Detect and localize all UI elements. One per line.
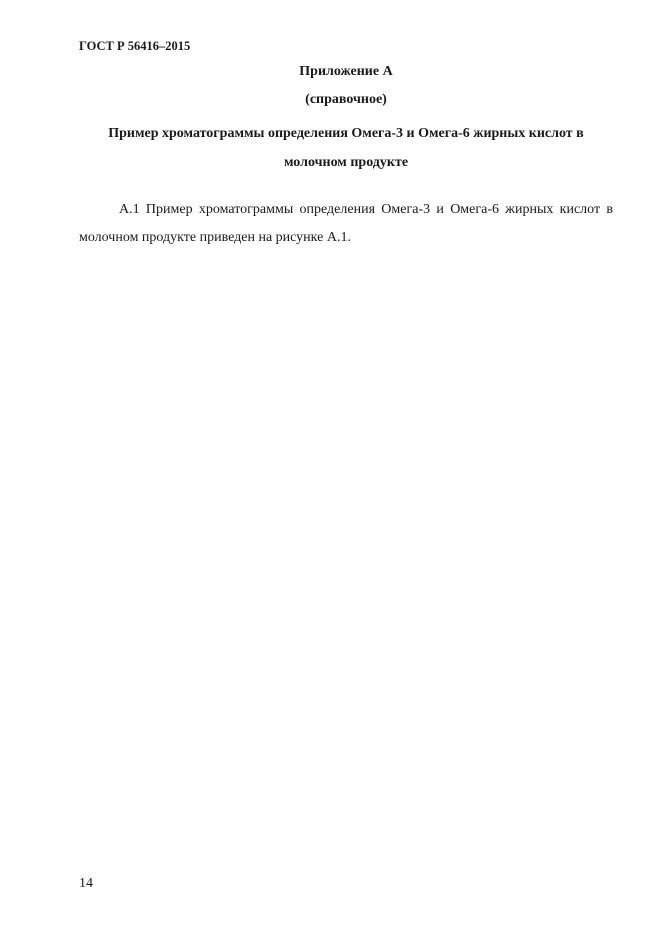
annex-status: (справочное) [305,92,387,107]
annex-title: Приложение А [299,64,393,79]
page-number: 14 [79,876,93,891]
document-code: ГОСТ Р 56416–2015 [79,39,191,53]
body-paragraph: А.1 Пример хроматограммы определения Омега-3 и Омега-6 жирных кислот в молочном продукте приведен на рисунке А.1. [79,202,613,245]
annex-caption: Пример хроматограммы определения Омега-3 и Омега-6 жирных кислот в молочном продукте [108,126,584,170]
